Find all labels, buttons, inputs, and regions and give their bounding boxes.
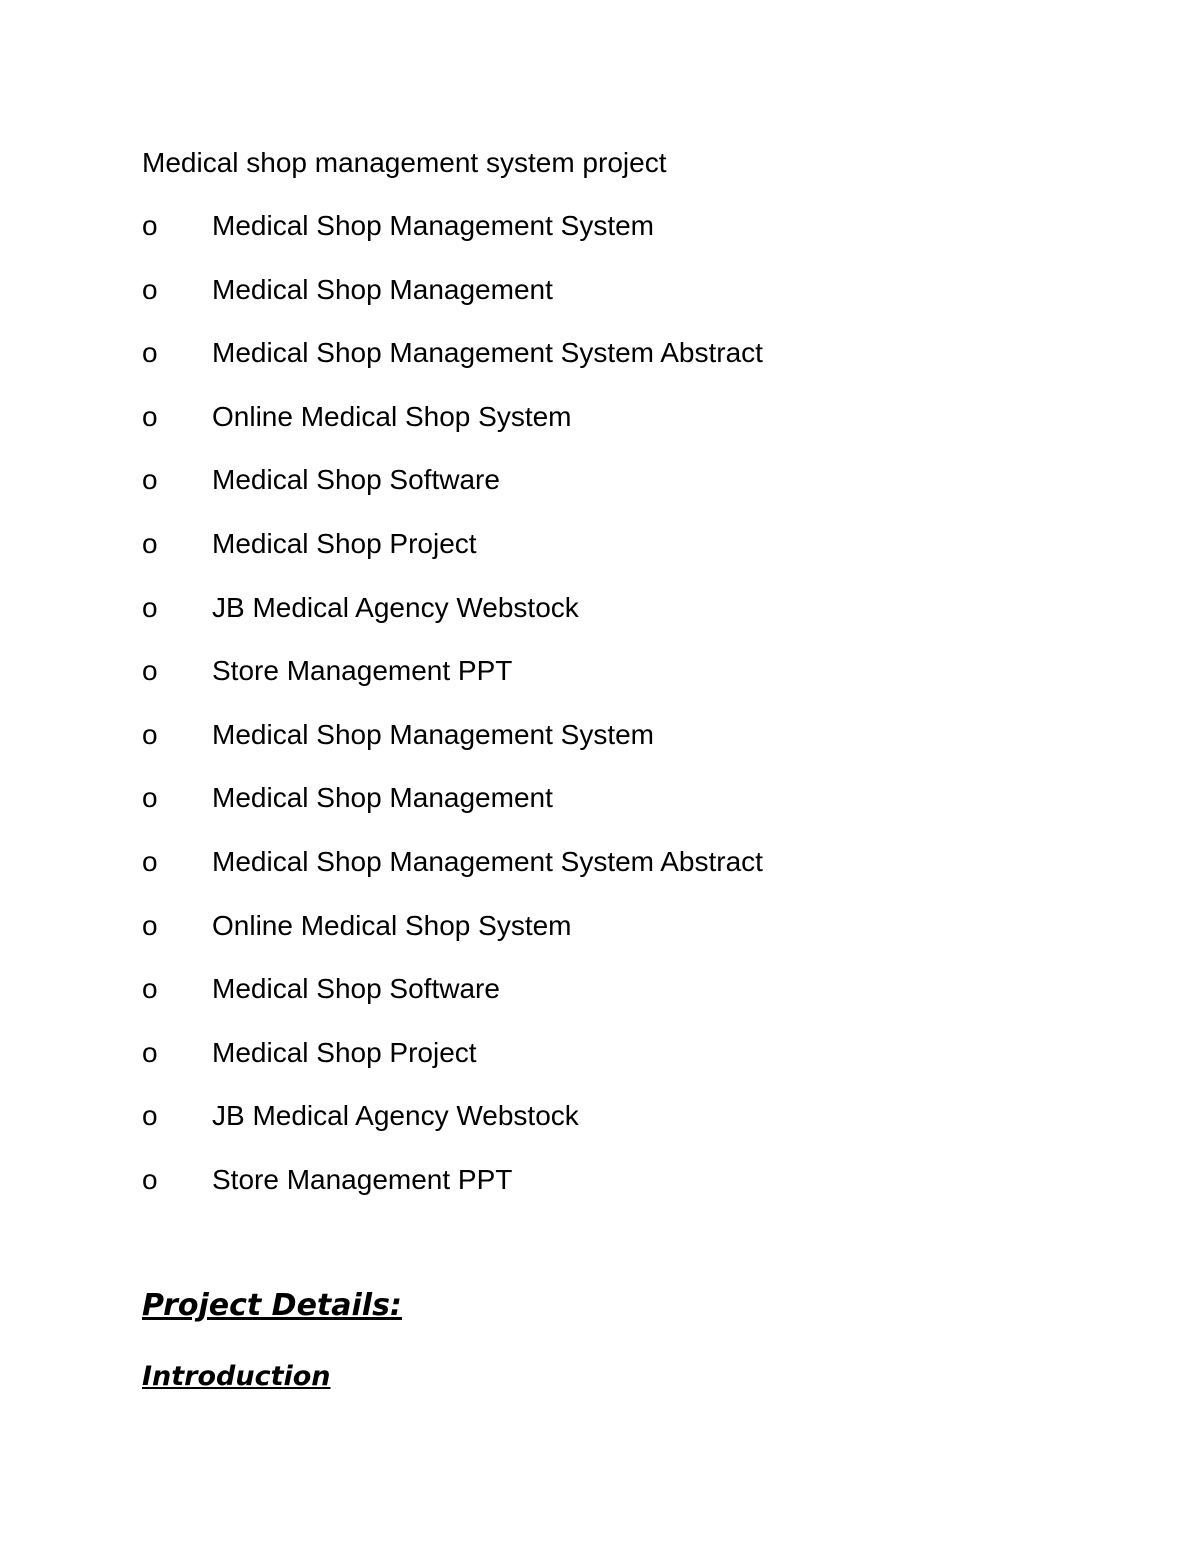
list-item-text: Medical Shop Management System Abstract xyxy=(212,845,763,877)
list-item-text: Medical Shop Project xyxy=(212,1036,477,1068)
list-item-text: Medical Shop Management System xyxy=(212,210,654,241)
bullet-marker: o xyxy=(142,845,158,877)
bullet-marker: o xyxy=(142,718,158,750)
bullet-marker: o xyxy=(142,464,158,496)
bullet-marker: o xyxy=(142,1036,158,1068)
bullet-marker: o xyxy=(142,782,158,814)
list-item-text: Online Medical Shop System xyxy=(212,400,572,432)
list-item-text: Medical Shop Management System xyxy=(212,718,654,750)
document-title: Medical shop management system project xyxy=(142,147,667,178)
list-item-text: JB Medical Agency Webstock xyxy=(212,1100,579,1132)
list-item-text: Online Medical Shop System xyxy=(212,909,572,941)
list-item-text: Store Management PPT xyxy=(212,1163,513,1195)
bullet-marker: o xyxy=(142,1163,158,1195)
list-item-text: Medical Shop Management System Abstract xyxy=(212,337,763,369)
list-item-text: Medical Shop Project xyxy=(212,527,477,559)
bullet-marker: o xyxy=(142,527,158,559)
sub-heading: Introduction xyxy=(142,1361,331,1392)
bullet-marker: o xyxy=(142,973,158,1005)
list-item-text: Store Management PPT xyxy=(212,655,513,687)
bullet-marker: o xyxy=(142,337,158,369)
list-item-text: Medical Shop Management xyxy=(212,273,553,305)
list-item-text: JB Medical Agency Webstock xyxy=(212,591,579,623)
list-item-text: Medical Shop Software xyxy=(212,464,500,496)
bullet-marker: o xyxy=(142,909,158,941)
list-item-text: Medical Shop Management xyxy=(212,782,553,814)
bullet-marker: o xyxy=(142,591,158,623)
bullet-marker: o xyxy=(142,210,158,241)
bullet-marker: o xyxy=(142,655,158,687)
bullet-marker: o xyxy=(142,400,158,432)
list-item-text: Medical Shop Software xyxy=(212,973,500,1005)
bullet-marker: o xyxy=(142,1100,158,1132)
bullet-marker: o xyxy=(142,273,158,305)
section-heading: Project Details: xyxy=(142,1288,402,1323)
